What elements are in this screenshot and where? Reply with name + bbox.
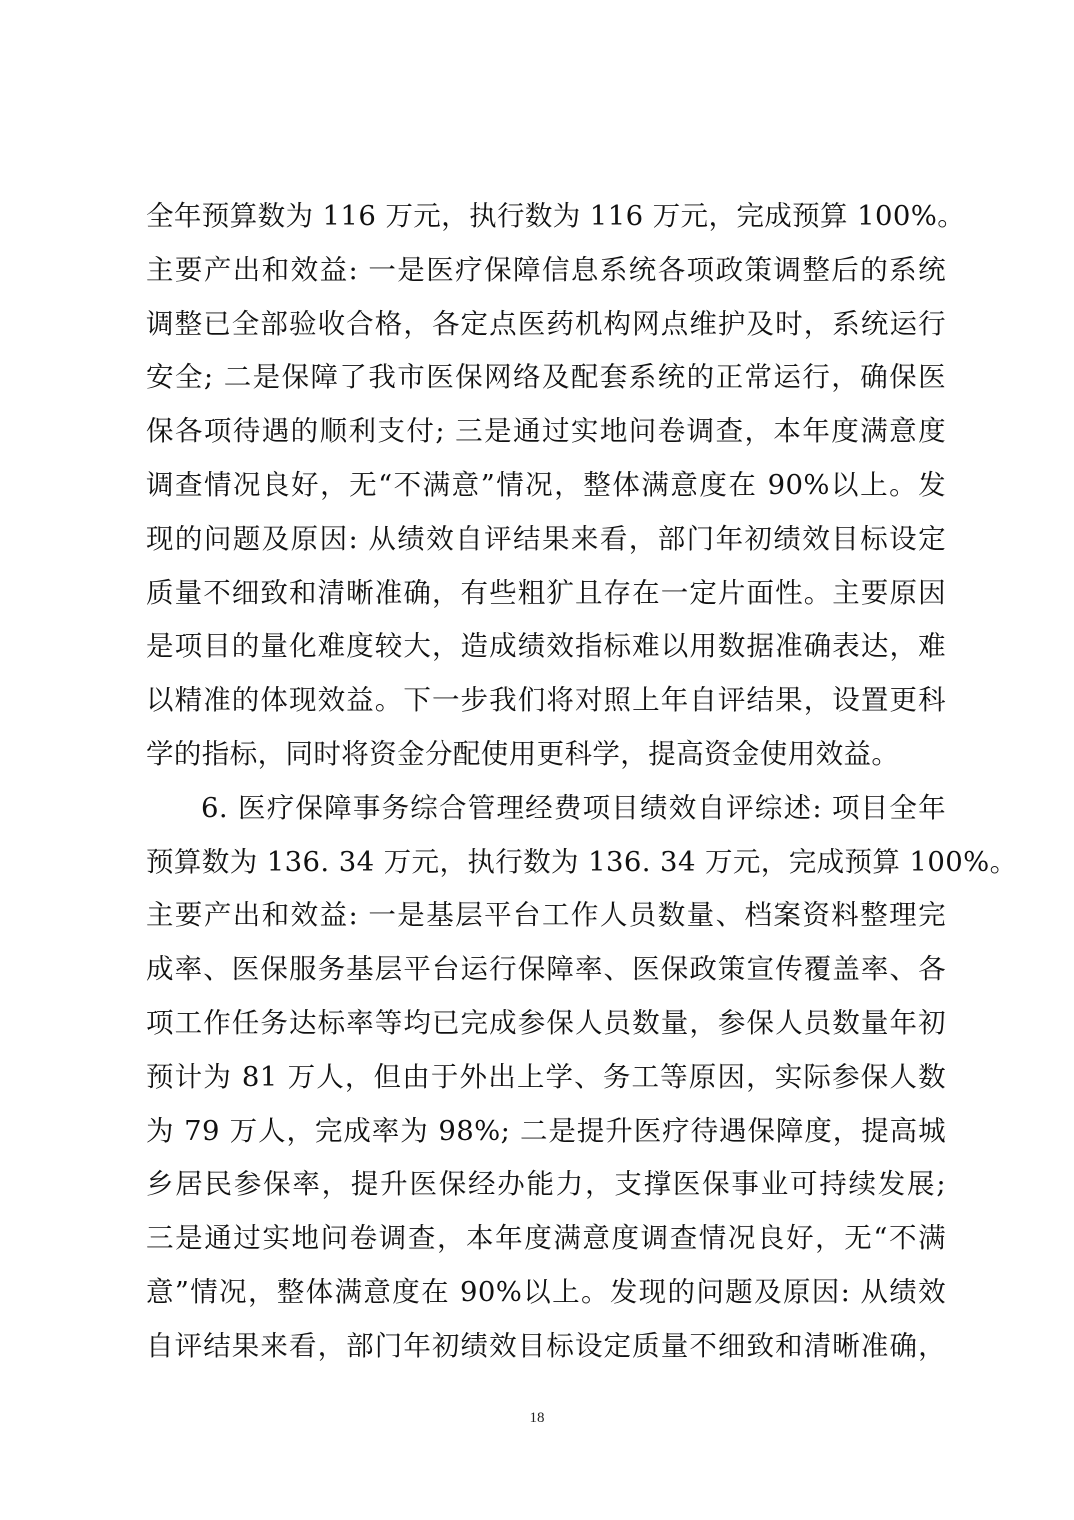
text-line: 主要产出和效益: 一是基层平台工作人员数量、档案资料整理完 — [146, 899, 946, 932]
paragraph-2 — [146, 782, 1018, 1374]
text-line: 意”情况，整体满意度在 90%以上。发现的问题及原因: 从绩效 — [146, 1275, 946, 1308]
text-line: 6. 医疗保障事务综合管理经费项目绩效自评综述: 项目全年 — [201, 791, 946, 824]
text-line: 安全; 二是保障了我市医保网络及配套系统的正常运行，确保医 — [146, 361, 946, 394]
paragraph-1 — [146, 190, 966, 782]
text-line: 项工作任务达标率等均已完成参保人员数量，参保人员数量年初 — [146, 1006, 946, 1039]
text-line: 预算数为 136. 34 万元，执行数为 136. 34 万元，完成预算 100%。 — [146, 845, 1018, 878]
text-line: 主要产出和效益: 一是医疗保障信息系统各项政策调整后的系统 — [146, 253, 946, 286]
text-line: 预计为 81 万人，但由于外出上学、务工等原因，实际参保人数 — [146, 1060, 946, 1093]
text-line: 乡居民参保率，提升医保经办能力，支撑医保事业可持续发展; — [146, 1168, 946, 1201]
text-line: 是项目的量化难度较大，造成绩效指标难以用数据准确表达，难 — [146, 630, 946, 663]
text-line: 全年预算数为 116 万元，执行数为 116 万元，完成预算 100%。 — [146, 200, 966, 232]
text-line: 学的指标，同时将资金分配使用更科学，提高资金使用效益。 — [146, 737, 900, 770]
text-line: 保各项待遇的顺利支付; 三是通过实地问卷调查，本年度满意度 — [146, 415, 946, 448]
page-number: 18 — [529, 1410, 545, 1426]
text-line: 自评结果来看，部门年初绩效目标设定质量不细致和清晰准确， — [146, 1329, 946, 1362]
text-line: 为 79 万人，完成率为 98%; 二是提升医疗待遇保障度，提高城 — [146, 1114, 946, 1147]
text-line: 三是通过实地问卷调查，本年度满意度调查情况良好，无“不满 — [146, 1222, 946, 1255]
text-line: 调查情况良好，无“不满意”情况，整体满意度在 90%以上。发 — [146, 468, 946, 501]
text-line: 现的问题及原因: 从绩效自评结果来看，部门年初绩效目标设定 — [146, 522, 946, 555]
document-body — [146, 190, 1018, 1374]
text-line: 质量不细致和清晰准确，有些粗犷且存在一定片面性。主要原因 — [146, 576, 946, 609]
text-line: 调整已全部验收合格，各定点医药机构网点维护及时，系统运行 — [146, 307, 946, 340]
text-line: 以精准的体现效益。下一步我们将对照上年自评结果，设置更科 — [146, 684, 946, 717]
text-line: 成率、医保服务基层平台运行保障率、医保政策宣传覆盖率、各 — [146, 953, 946, 986]
